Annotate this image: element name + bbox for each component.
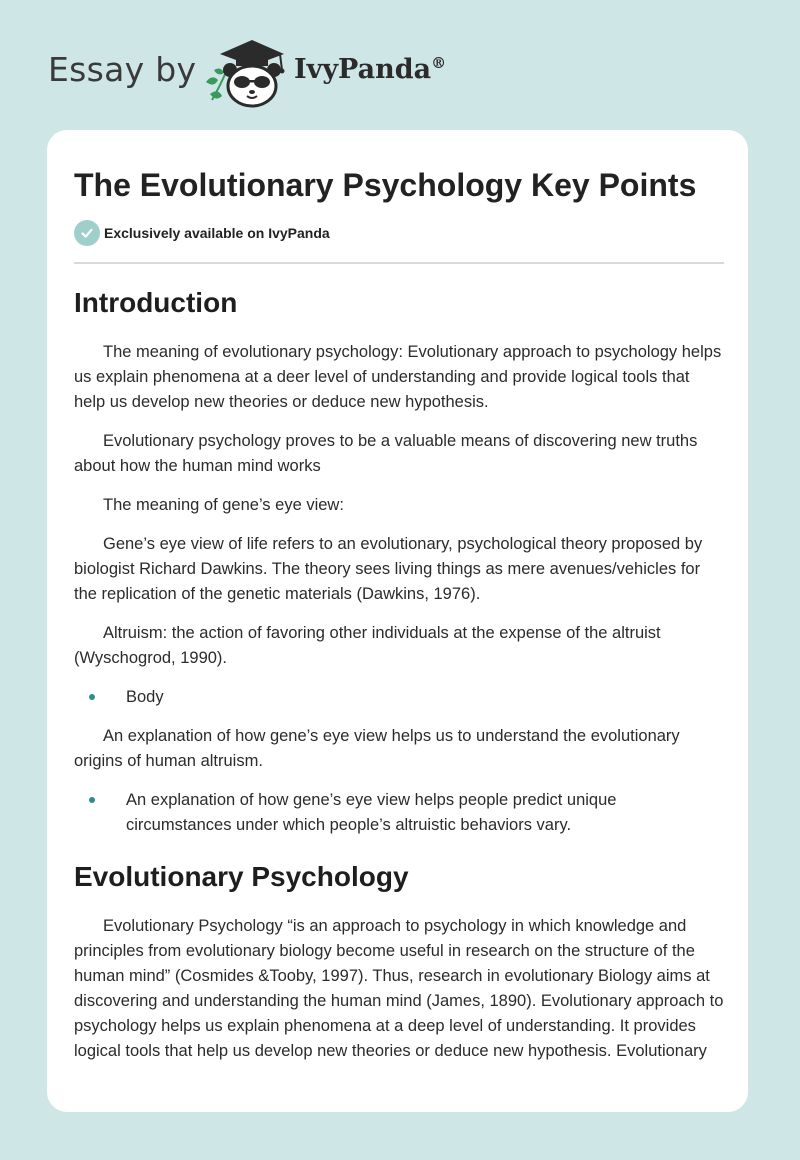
paragraph: Evolutionary psychology proves to be a valuable means of discovering new truths about how the human mind works xyxy=(74,432,698,475)
check-circle-icon xyxy=(74,220,100,246)
list-item xyxy=(74,788,724,838)
list-item xyxy=(74,685,724,710)
list-item-text: Body xyxy=(126,688,164,706)
bullet-icon xyxy=(74,685,126,710)
site-header xyxy=(0,0,800,130)
brand-name[interactable]: IvyPanda® xyxy=(294,54,447,85)
divider xyxy=(74,262,724,264)
essay-content xyxy=(74,166,724,1064)
paragraph: Evolutionary Psychology “is an approach to psychology in which knowledge and principles from evolutionary biology become useful in research on the structure of the human mind” (Cosmides &Tooby, 1997). Thus, research in evolutionary Biology aims at discovering and understanding the human mind (James, 1890). Evolutionary approach to psychology helps us explain phenomena at a deep level of understanding. It provides logical tools that help us develop new theories or deduce new hypothesis. Evolutionary xyxy=(74,917,724,1060)
list-item-text: An explanation of how gene’s eye view helps people predict unique circumstances under which people’s altruistic behaviors vary. xyxy=(126,791,617,834)
paragraph: Altruism: the action of favoring other individuals at the expense of the altruist (Wyschogrod, 1990). xyxy=(74,624,661,667)
brand-prefix: Essay by xyxy=(48,50,197,89)
paragraph: Gene’s eye view of life refers to an evolutionary, psychological theory proposed by biologist Richard Dawkins. The theory sees living things as mere avenues/vehicles for the replication of the genetic materials (Dawkins, 1976). xyxy=(74,535,703,603)
section-heading-evolutionary-psychology: Evolutionary Psychology xyxy=(74,861,409,892)
paragraph: An explanation of how gene’s eye view helps us to understand the evolutionary origins of human altruism. xyxy=(74,727,680,770)
essay-card xyxy=(47,130,748,1112)
paragraph: The meaning of evolutionary psychology: Evolutionary approach to psychology helps us explain phenomena at a deer level of understanding and provide logical tools that help us develop new theories or deduce new hypothesis. xyxy=(74,343,722,411)
availability-text: Exclusively available on IvyPanda xyxy=(104,225,330,241)
paragraph: The meaning of gene’s eye view: xyxy=(103,496,344,514)
section-heading-introduction: Introduction xyxy=(74,287,238,318)
panda-logo-icon[interactable] xyxy=(200,36,292,108)
bullet-icon xyxy=(74,788,126,838)
page-title: The Evolutionary Psychology Key Points xyxy=(74,167,697,203)
availability-badge xyxy=(74,220,724,246)
